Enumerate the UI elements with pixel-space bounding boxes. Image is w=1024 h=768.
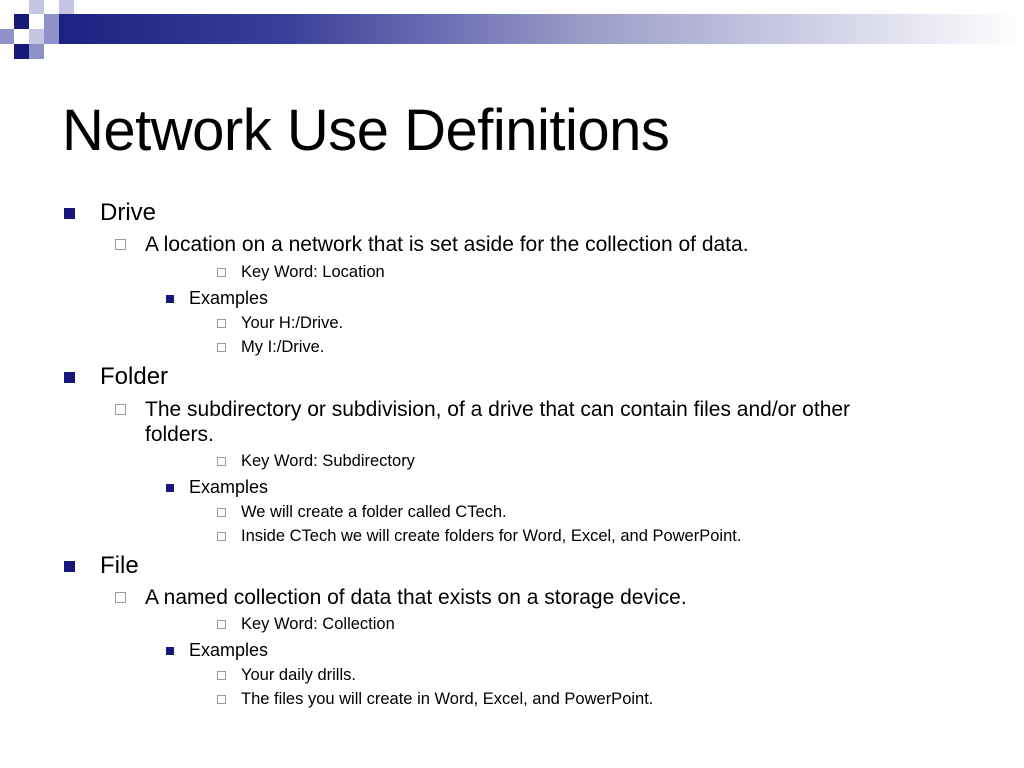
- hollow-square-bullet-icon: [217, 343, 226, 352]
- hollow-square-bullet-icon: [217, 268, 226, 277]
- definition-folder-line1: The subdirectory or subdivision, of a drive that can contain files and/or other: [145, 398, 851, 421]
- example-file-2: The files you will create in Word, Excel, and PowerPoint.: [241, 690, 654, 708]
- definition-drive: A location on a network that is set aside for the collection of data.: [145, 233, 749, 256]
- square-bullet-icon: [166, 484, 174, 492]
- keyword-file: Key Word: Collection: [241, 615, 395, 633]
- hollow-square-bullet-icon: [217, 695, 226, 704]
- examples-label-folder: Examples: [189, 477, 269, 497]
- hollow-square-bullet-icon: [217, 671, 226, 680]
- definition-folder-line2: folders.: [145, 423, 214, 446]
- keyword-folder: Key Word: Subdirectory: [241, 452, 415, 470]
- square-bullet-icon: [64, 561, 75, 572]
- hollow-square-bullet-icon: [217, 319, 226, 328]
- square-bullet-icon: [166, 647, 174, 655]
- hollow-square-bullet-icon: [217, 457, 226, 466]
- square-bullet-icon: [166, 295, 174, 303]
- example-folder-1: We will create a folder called CTech.: [241, 503, 507, 521]
- term-drive: Drive: [100, 199, 157, 226]
- slide-title: Network Use Definitions: [62, 98, 670, 163]
- hollow-square-bullet-icon: [115, 592, 126, 603]
- examples-label-file: Examples: [189, 640, 269, 660]
- example-file-1: Your daily drills.: [241, 666, 356, 684]
- term-folder: Folder: [100, 363, 169, 390]
- square-bullet-icon: [64, 208, 75, 219]
- square-bullet-icon: [64, 372, 75, 383]
- definition-file: A named collection of data that exists on a storage device.: [145, 586, 687, 609]
- hollow-square-bullet-icon: [115, 404, 126, 415]
- hollow-square-bullet-icon: [217, 508, 226, 517]
- example-drive-2: My I:/Drive.: [241, 338, 325, 356]
- example-folder-2: Inside CTech we will create folders for Word, Excel, and PowerPoint.: [241, 527, 742, 545]
- example-drive-1: Your H:/Drive.: [241, 314, 344, 332]
- hollow-square-bullet-icon: [217, 532, 226, 541]
- keyword-drive: Key Word: Location: [241, 263, 385, 281]
- term-file: File: [100, 552, 139, 579]
- examples-label-drive: Examples: [189, 288, 269, 308]
- hollow-square-bullet-icon: [115, 239, 126, 250]
- hollow-square-bullet-icon: [217, 620, 226, 629]
